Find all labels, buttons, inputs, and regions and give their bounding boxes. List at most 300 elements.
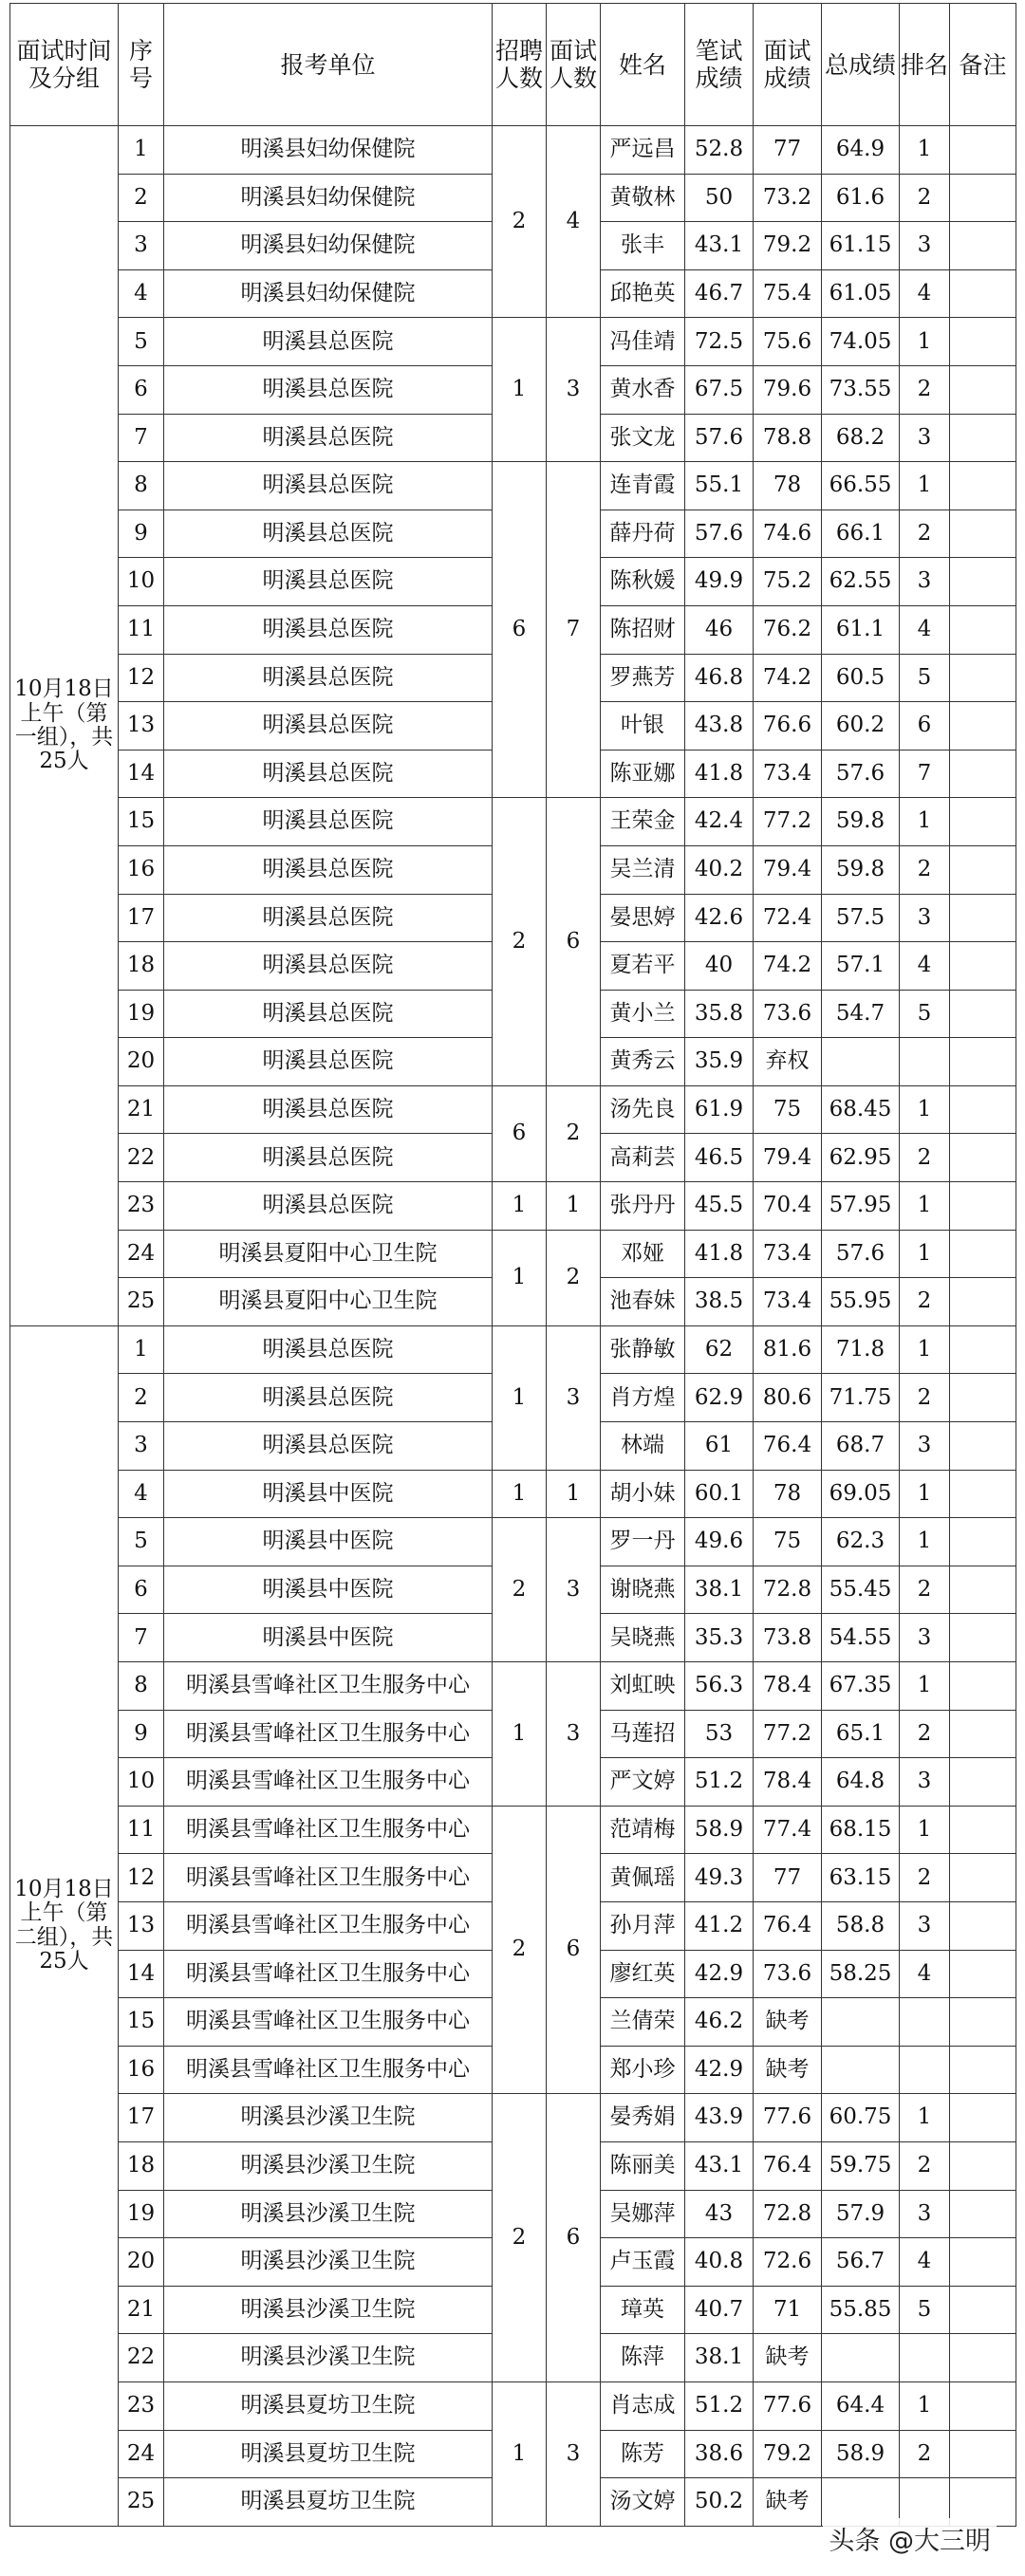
oral-score-cell: 78	[754, 462, 822, 510]
total-score-cell	[822, 1038, 900, 1086]
unit-cell: 明溪县中医院	[164, 1614, 493, 1662]
rank-cell: 2	[900, 1134, 950, 1182]
seq-cell: 5	[119, 1518, 164, 1566]
rank-cell: 2	[900, 1710, 950, 1758]
written-score-cell: 43.1	[685, 222, 754, 270]
note-cell	[950, 414, 1016, 462]
rank-cell: 3	[900, 222, 950, 270]
written-score-cell: 49.6	[685, 1518, 754, 1566]
oral-score-cell: 75	[754, 1518, 822, 1566]
note-cell	[950, 1182, 1016, 1231]
name-cell: 兰倩荣	[601, 1998, 685, 2047]
oral-score-cell: 70.4	[754, 1182, 822, 1231]
name-cell: 胡小妹	[601, 1470, 685, 1518]
rank-cell	[900, 1998, 950, 2047]
rank-cell: 1	[900, 1085, 950, 1134]
oral-score-cell: 73.4	[754, 1278, 822, 1326]
total-score-cell: 54.7	[822, 990, 900, 1038]
seq-cell: 20	[119, 2238, 164, 2287]
hire-count-cell: 2	[493, 1518, 547, 1662]
oral-score-cell: 75	[754, 1085, 822, 1134]
name-cell: 严远昌	[601, 126, 685, 175]
oral-score-cell: 75.4	[754, 269, 822, 318]
seq-cell: 23	[119, 1182, 164, 1231]
rank-cell: 1	[900, 1230, 950, 1278]
total-score-cell: 58.25	[822, 1950, 900, 1998]
seq-cell: 18	[119, 942, 164, 991]
interview-count-cell: 3	[547, 1518, 601, 1662]
name-cell: 邓娅	[601, 1230, 685, 1278]
name-cell: 陈芳	[601, 2430, 685, 2478]
note-cell	[950, 1038, 1016, 1086]
name-cell: 黄小兰	[601, 990, 685, 1038]
unit-cell: 明溪县总医院	[164, 798, 493, 846]
seq-cell: 24	[119, 2430, 164, 2478]
name-cell: 罗燕芳	[601, 654, 685, 702]
total-score-cell: 55.85	[822, 2286, 900, 2334]
seq-cell: 17	[119, 2094, 164, 2142]
table-row	[10, 318, 1016, 366]
unit-cell: 明溪县雪峰社区卫生服务中心	[164, 1710, 493, 1758]
table-row	[10, 462, 1016, 510]
unit-cell: 明溪县雪峰社区卫生服务中心	[164, 1998, 493, 2047]
note-cell	[950, 942, 1016, 991]
oral-score-cell: 77.4	[754, 1806, 822, 1854]
note-cell	[950, 702, 1016, 751]
unit-cell: 明溪县妇幼保健院	[164, 222, 493, 270]
name-cell: 肖志成	[601, 2381, 685, 2430]
rank-cell: 3	[900, 1614, 950, 1662]
name-cell: 马莲招	[601, 1710, 685, 1758]
seq-cell: 12	[119, 654, 164, 702]
seq-cell: 11	[119, 1806, 164, 1854]
written-score-cell: 41.8	[685, 1230, 754, 1278]
oral-score-cell: 77.6	[754, 2094, 822, 2142]
oral-score-cell: 77.2	[754, 1710, 822, 1758]
table-row	[10, 2381, 1016, 2430]
hire-count-cell: 1	[493, 1662, 547, 1807]
unit-cell: 明溪县总医院	[164, 318, 493, 366]
name-cell: 陈丽美	[601, 2141, 685, 2190]
name-cell: 王荣金	[601, 798, 685, 846]
total-score-cell: 66.55	[822, 462, 900, 510]
written-score-cell: 45.5	[685, 1182, 754, 1231]
rank-cell: 1	[900, 2381, 950, 2430]
oral-score-cell: 79.2	[754, 2430, 822, 2478]
interview-count-cell: 7	[547, 462, 601, 798]
rank-cell: 7	[900, 750, 950, 798]
rank-cell: 3	[900, 558, 950, 606]
interview-count-cell: 3	[547, 1662, 601, 1807]
table-row	[10, 1662, 1016, 1711]
hire-count-cell: 2	[493, 1806, 547, 2094]
written-score-cell: 50.2	[685, 2478, 754, 2527]
note-cell	[950, 510, 1016, 558]
seq-cell: 1	[119, 126, 164, 175]
table-row	[10, 1806, 1016, 1854]
name-cell: 肖方煌	[601, 1374, 685, 1422]
rank-cell: 2	[900, 1566, 950, 1614]
seq-cell: 19	[119, 990, 164, 1038]
written-score-cell: 43.9	[685, 2094, 754, 2142]
written-score-cell: 46.5	[685, 1134, 754, 1182]
unit-cell: 明溪县总医院	[164, 1325, 493, 1374]
oral-score-cell: 81.6	[754, 1325, 822, 1374]
header-unit: 报考单位	[164, 4, 493, 126]
unit-cell: 明溪县妇幼保健院	[164, 126, 493, 175]
total-score-cell: 57.5	[822, 894, 900, 942]
name-cell: 孙月萍	[601, 1901, 685, 1950]
oral-score-cell: 72.4	[754, 894, 822, 942]
header-group: 面试时间及分组	[10, 4, 119, 126]
name-cell: 叶银	[601, 702, 685, 751]
name-cell: 吴娜萍	[601, 2190, 685, 2238]
rank-cell: 2	[900, 174, 950, 222]
seq-cell: 6	[119, 1566, 164, 1614]
name-cell: 陈亚娜	[601, 750, 685, 798]
seq-cell: 13	[119, 702, 164, 751]
name-cell: 刘虹映	[601, 1662, 685, 1711]
oral-score-cell: 72.6	[754, 2238, 822, 2287]
oral-score-cell: 80.6	[754, 1374, 822, 1422]
name-cell: 张文龙	[601, 414, 685, 462]
note-cell	[950, 1566, 1016, 1614]
seq-cell: 23	[119, 2381, 164, 2430]
seq-cell: 25	[119, 2478, 164, 2527]
note-cell	[950, 1854, 1016, 1902]
name-cell: 吴晓燕	[601, 1614, 685, 1662]
interview-count-cell: 3	[547, 2381, 601, 2526]
seq-cell: 24	[119, 1230, 164, 1278]
total-score-cell: 61.1	[822, 605, 900, 654]
unit-cell: 明溪县总医院	[164, 1134, 493, 1182]
note-cell	[950, 1134, 1016, 1182]
name-cell: 陈秋媛	[601, 558, 685, 606]
written-score-cell: 46	[685, 605, 754, 654]
total-score-cell: 64.8	[822, 1758, 900, 1807]
written-score-cell: 38.1	[685, 1566, 754, 1614]
oral-score-cell: 79.2	[754, 222, 822, 270]
written-score-cell: 61	[685, 1422, 754, 1471]
written-score-cell: 61.9	[685, 1085, 754, 1134]
rank-cell: 2	[900, 845, 950, 894]
rank-cell: 2	[900, 365, 950, 414]
note-cell	[950, 558, 1016, 606]
total-score-cell: 57.9	[822, 2190, 900, 2238]
written-score-cell: 41.2	[685, 1901, 754, 1950]
note-cell	[950, 654, 1016, 702]
oral-score-cell: 缺考	[754, 2046, 822, 2094]
unit-cell: 明溪县雪峰社区卫生服务中心	[164, 1806, 493, 1854]
written-score-cell: 53	[685, 1710, 754, 1758]
written-score-cell: 67.5	[685, 365, 754, 414]
total-score-cell: 68.7	[822, 1422, 900, 1471]
interview-count-cell: 2	[547, 1230, 601, 1325]
unit-cell: 明溪县总医院	[164, 605, 493, 654]
written-score-cell: 40.7	[685, 2286, 754, 2334]
interview-count-cell: 2	[547, 1085, 601, 1181]
seq-cell: 7	[119, 414, 164, 462]
unit-cell: 明溪县雪峰社区卫生服务中心	[164, 1854, 493, 1902]
seq-cell: 10	[119, 1758, 164, 1807]
unit-cell: 明溪县雪峰社区卫生服务中心	[164, 1662, 493, 1711]
oral-score-cell: 79.4	[754, 1134, 822, 1182]
seq-cell: 17	[119, 894, 164, 942]
total-score-cell: 55.45	[822, 1566, 900, 1614]
seq-cell: 3	[119, 222, 164, 270]
header-oral: 面试成绩	[754, 4, 822, 126]
seq-cell: 22	[119, 1134, 164, 1182]
unit-cell: 明溪县总医院	[164, 750, 493, 798]
rank-cell: 2	[900, 1854, 950, 1902]
note-cell	[950, 1998, 1016, 2047]
unit-cell: 明溪县夏坊卫生院	[164, 2478, 493, 2527]
hire-count-cell: 1	[493, 1470, 547, 1518]
interview-count-cell: 6	[547, 2094, 601, 2382]
rank-cell: 1	[900, 1325, 950, 1374]
written-score-cell: 38.1	[685, 2334, 754, 2382]
rank-cell: 3	[900, 2190, 950, 2238]
name-cell: 池春妹	[601, 1278, 685, 1326]
interview-count-cell: 3	[547, 1325, 601, 1470]
unit-cell: 明溪县雪峰社区卫生服务中心	[164, 2046, 493, 2094]
note-cell	[950, 2238, 1016, 2287]
oral-score-cell: 缺考	[754, 1998, 822, 2047]
name-cell: 卢玉霞	[601, 2238, 685, 2287]
oral-score-cell: 73.6	[754, 1950, 822, 1998]
note-cell	[950, 1085, 1016, 1134]
written-score-cell: 35.9	[685, 1038, 754, 1086]
seq-cell: 6	[119, 365, 164, 414]
oral-score-cell: 76.4	[754, 2141, 822, 2190]
unit-cell: 明溪县中医院	[164, 1566, 493, 1614]
unit-cell: 明溪县妇幼保健院	[164, 174, 493, 222]
name-cell: 罗一丹	[601, 1518, 685, 1566]
interview-count-cell: 3	[547, 318, 601, 462]
unit-cell: 明溪县妇幼保健院	[164, 269, 493, 318]
total-score-cell: 59.75	[822, 2141, 900, 2190]
rank-cell: 2	[900, 2141, 950, 2190]
total-score-cell: 74.05	[822, 318, 900, 366]
rank-cell: 5	[900, 2286, 950, 2334]
name-cell: 郑小珍	[601, 2046, 685, 2094]
total-score-cell: 57.95	[822, 1182, 900, 1231]
unit-cell: 明溪县夏阳中心卫生院	[164, 1278, 493, 1326]
note-cell	[950, 1662, 1016, 1711]
note-cell	[950, 1518, 1016, 1566]
note-cell	[950, 605, 1016, 654]
interview-count-cell: 6	[547, 1806, 601, 2094]
oral-score-cell: 73.6	[754, 990, 822, 1038]
interview-count-cell: 6	[547, 798, 601, 1086]
total-score-cell: 60.2	[822, 702, 900, 751]
header-seq: 序号	[119, 4, 164, 126]
score-table-body	[10, 126, 1016, 2527]
oral-score-cell: 78.4	[754, 1758, 822, 1807]
total-score-cell: 73.55	[822, 365, 900, 414]
note-cell	[950, 365, 1016, 414]
unit-cell: 明溪县雪峰社区卫生服务中心	[164, 1950, 493, 1998]
unit-cell: 明溪县沙溪卫生院	[164, 2286, 493, 2334]
note-cell	[950, 1325, 1016, 1374]
total-score-cell: 65.1	[822, 1710, 900, 1758]
oral-score-cell: 74.6	[754, 510, 822, 558]
note-cell	[950, 2141, 1016, 2190]
oral-score-cell: 73.2	[754, 174, 822, 222]
note-cell	[950, 1710, 1016, 1758]
seq-cell: 8	[119, 1662, 164, 1711]
hire-count-cell: 2	[493, 126, 547, 318]
seq-cell: 2	[119, 174, 164, 222]
total-score-cell: 66.1	[822, 510, 900, 558]
interview-count-cell: 4	[547, 126, 601, 318]
oral-score-cell: 72.8	[754, 1566, 822, 1614]
written-score-cell: 42.9	[685, 2046, 754, 2094]
group-label-cell: 10月18日上午（第一组），共25人	[10, 126, 119, 1326]
oral-score-cell: 76.4	[754, 1422, 822, 1471]
seq-cell: 5	[119, 318, 164, 366]
total-score-cell: 68.45	[822, 1085, 900, 1134]
rank-cell: 2	[900, 2430, 950, 2478]
header-hire: 招聘人数	[493, 4, 547, 126]
name-cell: 黄水香	[601, 365, 685, 414]
oral-score-cell: 78	[754, 1470, 822, 1518]
oral-score-cell: 79.4	[754, 845, 822, 894]
seq-cell: 14	[119, 750, 164, 798]
name-cell: 张静敏	[601, 1325, 685, 1374]
written-score-cell: 55.1	[685, 462, 754, 510]
total-score-cell: 60.5	[822, 654, 900, 702]
rank-cell: 1	[900, 798, 950, 846]
rank-cell	[900, 2046, 950, 2094]
total-score-cell: 56.7	[822, 2238, 900, 2287]
hire-count-cell: 6	[493, 1085, 547, 1181]
table-row	[10, 1325, 1016, 1374]
oral-score-cell: 74.2	[754, 654, 822, 702]
seq-cell: 4	[119, 1470, 164, 1518]
name-cell: 高莉芸	[601, 1134, 685, 1182]
oral-score-cell: 76.2	[754, 605, 822, 654]
note-cell	[950, 2381, 1016, 2430]
name-cell: 陈招财	[601, 605, 685, 654]
table-row	[10, 2094, 1016, 2142]
rank-cell: 3	[900, 1758, 950, 1807]
seq-cell: 16	[119, 845, 164, 894]
note-cell	[950, 2430, 1016, 2478]
seq-cell: 13	[119, 1901, 164, 1950]
written-score-cell: 62.9	[685, 1374, 754, 1422]
oral-score-cell: 77.6	[754, 2381, 822, 2430]
written-score-cell: 38.5	[685, 1278, 754, 1326]
hire-count-cell: 1	[493, 2381, 547, 2526]
unit-cell: 明溪县总医院	[164, 1182, 493, 1231]
written-score-cell: 57.6	[685, 510, 754, 558]
name-cell: 薛丹荷	[601, 510, 685, 558]
oral-score-cell: 76.6	[754, 702, 822, 751]
unit-cell: 明溪县雪峰社区卫生服务中心	[164, 1758, 493, 1807]
rank-cell: 1	[900, 1470, 950, 1518]
note-cell	[950, 1614, 1016, 1662]
unit-cell: 明溪县沙溪卫生院	[164, 2141, 493, 2190]
hire-count-cell: 2	[493, 2094, 547, 2382]
seq-cell: 15	[119, 1998, 164, 2047]
oral-score-cell: 78.8	[754, 414, 822, 462]
unit-cell: 明溪县雪峰社区卫生服务中心	[164, 1901, 493, 1950]
name-cell: 汤先良	[601, 1085, 685, 1134]
rank-cell: 3	[900, 1422, 950, 1471]
unit-cell: 明溪县总医院	[164, 414, 493, 462]
name-cell: 廖红英	[601, 1950, 685, 1998]
total-score-cell: 61.05	[822, 269, 900, 318]
note-cell	[950, 1470, 1016, 1518]
written-score-cell: 40.8	[685, 2238, 754, 2287]
written-score-cell: 46.2	[685, 1998, 754, 2047]
total-score-cell: 68.2	[822, 414, 900, 462]
oral-score-cell: 77	[754, 1854, 822, 1902]
total-score-cell: 71.8	[822, 1325, 900, 1374]
seq-cell: 16	[119, 2046, 164, 2094]
rank-cell: 6	[900, 702, 950, 751]
written-score-cell: 40	[685, 942, 754, 991]
hire-count-cell: 1	[493, 1325, 547, 1470]
written-score-cell: 38.6	[685, 2430, 754, 2478]
total-score-cell: 55.95	[822, 1278, 900, 1326]
note-cell	[950, 269, 1016, 318]
note-cell	[950, 1374, 1016, 1422]
rank-cell: 4	[900, 942, 950, 991]
rank-cell: 4	[900, 269, 950, 318]
written-score-cell: 57.6	[685, 414, 754, 462]
rank-cell: 3	[900, 414, 950, 462]
table-row	[10, 1230, 1016, 1278]
unit-cell: 明溪县总医院	[164, 942, 493, 991]
name-cell: 邱艳英	[601, 269, 685, 318]
written-score-cell: 42.9	[685, 1950, 754, 1998]
unit-cell: 明溪县总医院	[164, 1422, 493, 1471]
written-score-cell: 35.8	[685, 990, 754, 1038]
total-score-cell: 62.3	[822, 1518, 900, 1566]
rank-cell: 4	[900, 2238, 950, 2287]
rank-cell: 1	[900, 126, 950, 175]
unit-cell: 明溪县总医院	[164, 558, 493, 606]
rank-cell	[900, 2334, 950, 2382]
total-score-cell	[822, 2046, 900, 2094]
unit-cell: 明溪县沙溪卫生院	[164, 2334, 493, 2382]
unit-cell: 明溪县总医院	[164, 1085, 493, 1134]
note-cell	[950, 1950, 1016, 1998]
total-score-cell: 59.8	[822, 845, 900, 894]
unit-cell: 明溪县总医院	[164, 365, 493, 414]
total-score-cell	[822, 2334, 900, 2382]
total-score-cell: 61.6	[822, 174, 900, 222]
oral-score-cell: 77	[754, 126, 822, 175]
rank-cell: 1	[900, 1662, 950, 1711]
seq-cell: 9	[119, 1710, 164, 1758]
seq-cell: 21	[119, 2286, 164, 2334]
oral-score-cell: 73.8	[754, 1614, 822, 1662]
seq-cell: 2	[119, 1374, 164, 1422]
hire-count-cell: 1	[493, 1230, 547, 1325]
total-score-cell: 68.15	[822, 1806, 900, 1854]
table-row	[10, 1518, 1016, 1566]
seq-cell: 21	[119, 1085, 164, 1134]
written-score-cell: 60.1	[685, 1470, 754, 1518]
written-score-cell: 40.2	[685, 845, 754, 894]
hire-count-cell: 6	[493, 462, 547, 798]
watermark: 头条 @大三明	[823, 2518, 997, 2559]
seq-cell: 12	[119, 1854, 164, 1902]
oral-score-cell: 72.8	[754, 2190, 822, 2238]
